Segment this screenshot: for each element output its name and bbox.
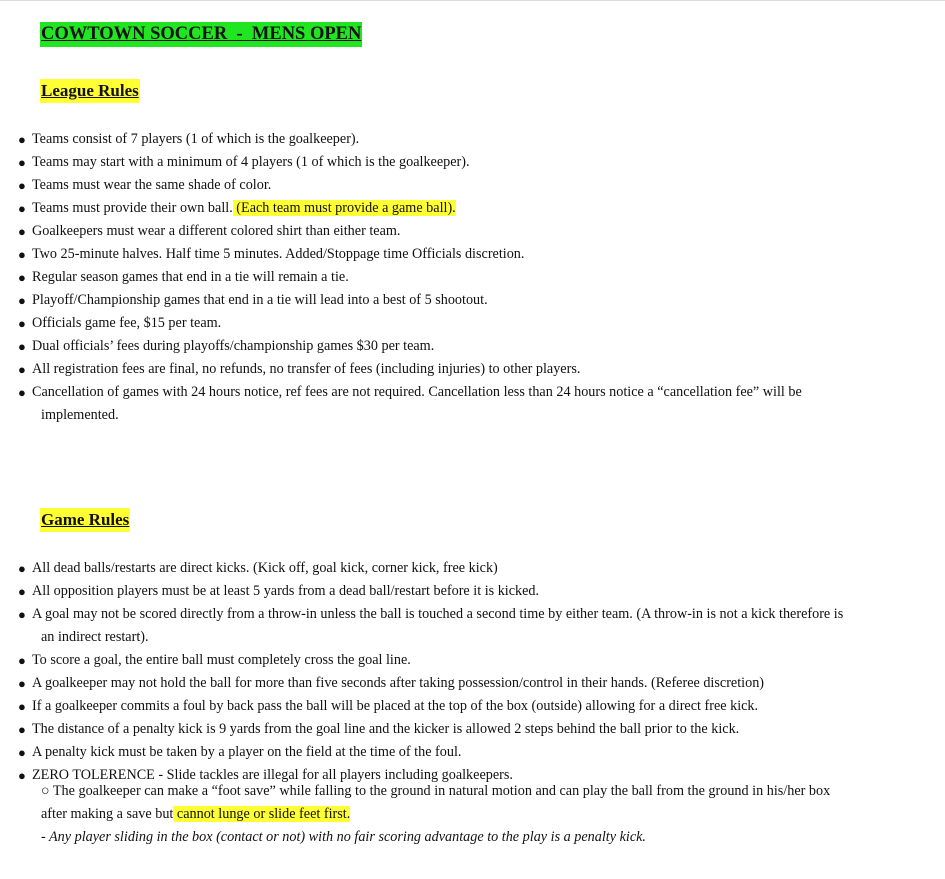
page-top-border	[0, 0, 945, 1]
list-item: ● All registration fees are final, no refunds, no transfer of fees (including injuries) to other players.	[0, 358, 935, 381]
list-item: ● Officials game fee, $15 per team.	[0, 312, 935, 335]
list-item: ● Two 25-minute halves. Half time 5 minutes. Added/Stoppage time Officials discretion.	[0, 243, 935, 266]
bullet-icon: ●	[18, 722, 26, 737]
sub-rule-line: ○ The goalkeeper can make a “foot save” while falling to the ground in natural motion and can play the ball from the ground in his/her box	[41, 783, 831, 799]
bullet-icon: ●	[18, 293, 26, 308]
bullet-icon: ●	[18, 339, 26, 354]
list-item: ● The distance of a penalty kick is 9 yards from the goal line and the kicker is allowed 2 steps behind the ball prior to the kick.	[0, 718, 935, 741]
bullet-icon: ●	[18, 201, 26, 216]
list-item-continuation: implemented.	[41, 407, 119, 423]
highlighted-text: cannot lunge or slide feet first.	[173, 806, 351, 822]
bullet-icon: ●	[18, 607, 26, 622]
highlighted-text: (Each team must provide a game ball).	[232, 200, 456, 216]
bullet-icon: ●	[18, 745, 26, 760]
list-item: ● If a goalkeeper commits a foul by back pass the ball will be placed at the top of the box (outside) allowing for a direct free kick.	[0, 695, 935, 718]
list-item: ● Teams consist of 7 players (1 of which is the goalkeeper).	[0, 128, 935, 151]
bullet-icon: ●	[18, 247, 26, 262]
sub-rule-note: - Any player sliding in the box (contact or not) with no fair scoring advantage to the play is a penalty kick.	[41, 829, 646, 845]
bullet-icon: ●	[18, 316, 26, 331]
list-item: ● Playoff/Championship games that end in a tie will lead into a best of 5 shootout.	[0, 289, 935, 312]
list-item: ● Regular season games that end in a tie will remain a tie.	[0, 266, 935, 289]
bullet-icon: ●	[18, 699, 26, 714]
bullet-icon: ●	[18, 561, 26, 576]
game-rules-heading: Game Rules	[40, 508, 130, 532]
bullet-icon: ●	[18, 653, 26, 668]
list-item: ● All dead balls/restarts are direct kicks. (Kick off, goal kick, corner kick, free kick)	[0, 557, 935, 580]
circle-bullet-icon: ○	[41, 783, 50, 799]
document-title: COWTOWN SOCCER - MENS OPEN	[40, 22, 362, 47]
bullet-icon: ●	[18, 676, 26, 691]
bullet-icon: ●	[18, 768, 26, 783]
bullet-icon: ●	[18, 224, 26, 239]
list-item: ● Cancellation of games with 24 hours notice, ref fees are not required. Cancellation less than 24 hours notice a “cancellation fee” will be implemented.	[0, 381, 935, 427]
list-item: ● ZERO TOLERENCE - Slide tackles are illegal for all players including goalkeepers.	[0, 764, 935, 787]
list-item: ● To score a goal, the entire ball must completely cross the goal line.	[0, 649, 935, 672]
bullet-icon: ●	[18, 270, 26, 285]
sub-rule	[41, 780, 935, 849]
list-item-continuation: an indirect restart).	[41, 629, 149, 645]
bullet-icon: ●	[18, 178, 26, 193]
list-item: ● A penalty kick must be taken by a player on the field at the time of the foul.	[0, 741, 935, 764]
bullet-icon: ●	[18, 132, 26, 147]
game-rules-list	[0, 557, 935, 787]
list-item: ● Teams must provide their own ball. (Each team must provide a game ball).	[0, 197, 935, 220]
bullet-icon: ●	[18, 362, 26, 377]
league-rules-heading: League Rules	[40, 79, 140, 103]
league-rules-list	[0, 128, 935, 427]
list-item: ● A goal may not be scored directly from a throw-in unless the ball is touched a second time by either team. (A throw-in is not a kick therefore is an indirect restart).	[0, 603, 935, 649]
sub-rule-line: after making a save but cannot lunge or slide feet first.	[41, 806, 351, 822]
list-item: ● Dual officials’ fees during playoffs/championship games $30 per team.	[0, 335, 935, 358]
bullet-icon: ●	[18, 155, 26, 170]
list-item: ● A goalkeeper may not hold the ball for more than five seconds after taking possession/control in their hands. (Referee discretion)	[0, 672, 935, 695]
bullet-icon: ●	[18, 385, 26, 400]
list-item: ● Teams must wear the same shade of color.	[0, 174, 935, 197]
list-item: ● Teams may start with a minimum of 4 players (1 of which is the goalkeeper).	[0, 151, 935, 174]
list-item: ● Goalkeepers must wear a different colored shirt than either team.	[0, 220, 935, 243]
list-item: ● All opposition players must be at least 5 yards from a dead ball/restart before it is kicked.	[0, 580, 935, 603]
bullet-icon: ●	[18, 584, 26, 599]
